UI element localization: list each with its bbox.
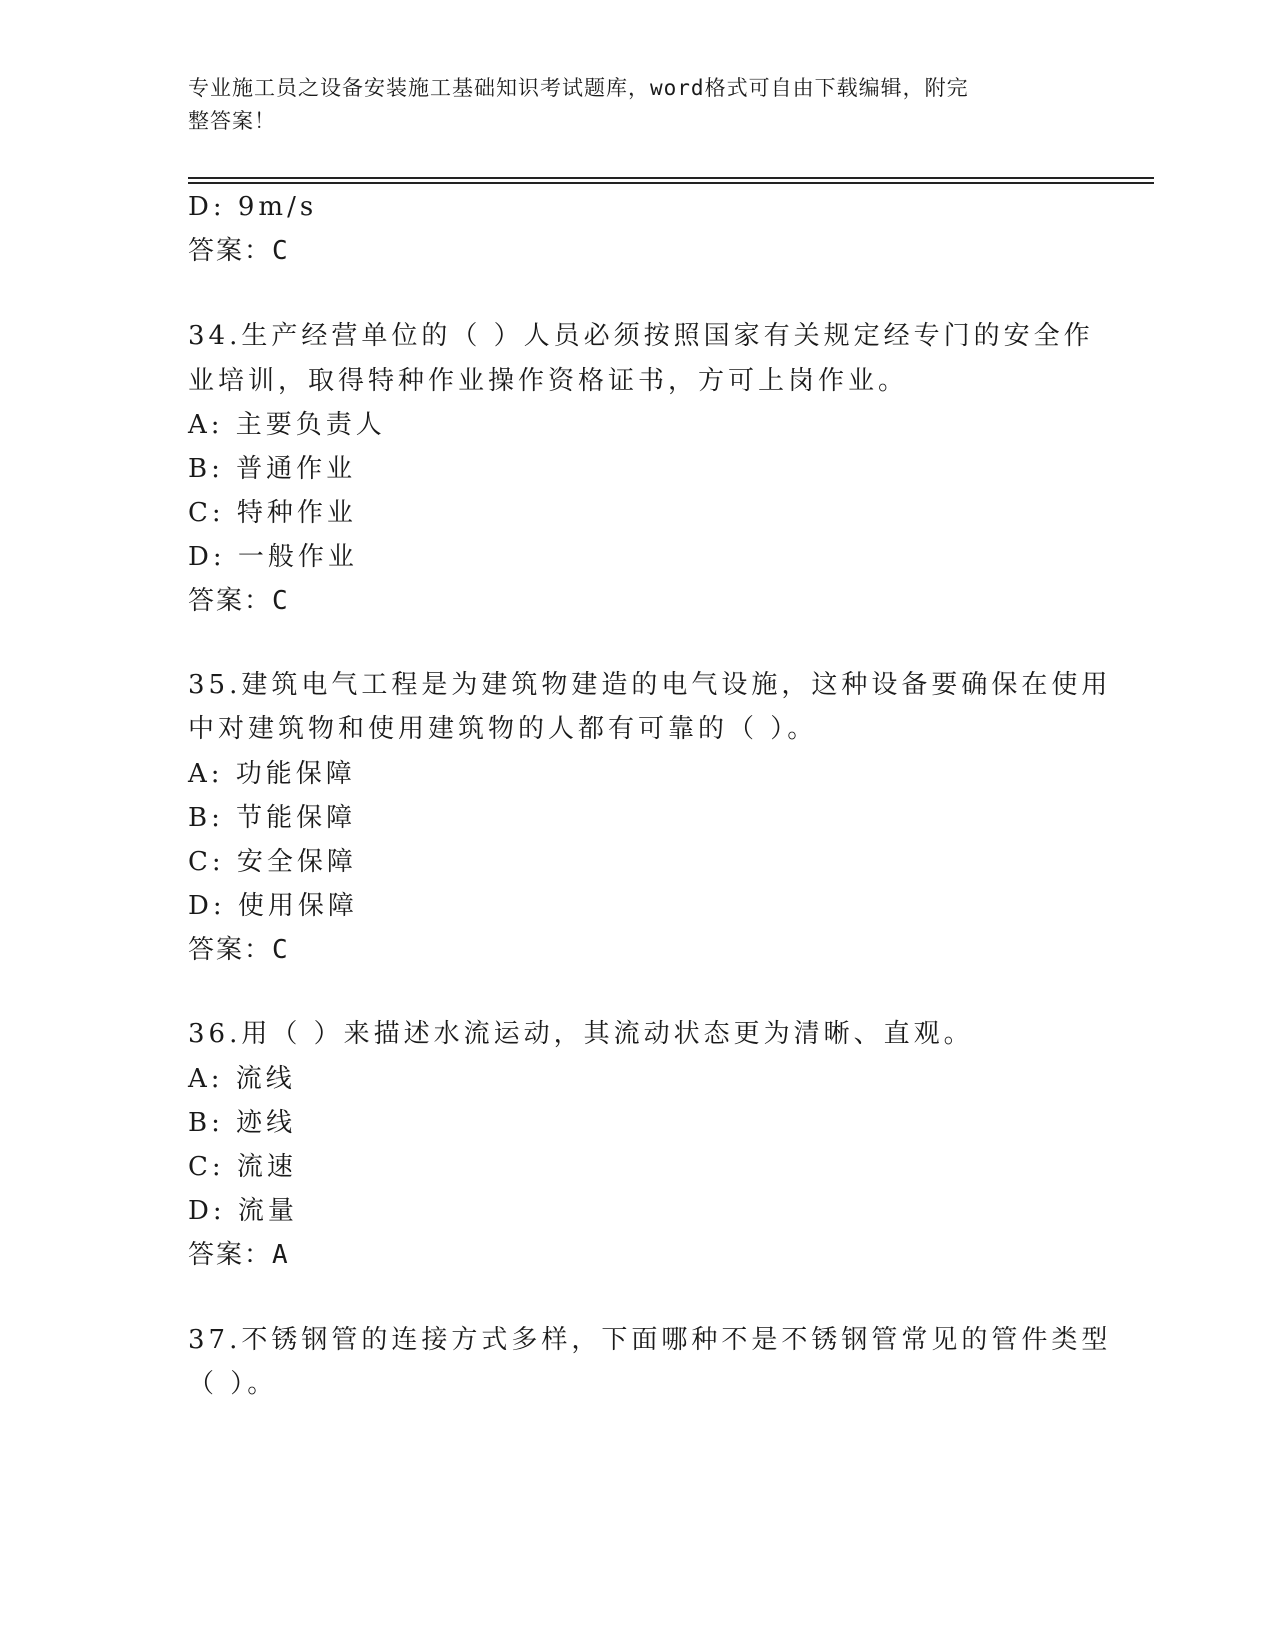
answer-value: A bbox=[272, 1240, 290, 1270]
q34-option-b: B: 普通作业 bbox=[188, 454, 357, 484]
answer-value: C bbox=[272, 586, 290, 616]
answer-label: 答案： bbox=[188, 1240, 273, 1270]
q37-stem-line-1: 37.不锈钢管的连接方式多样，下面哪种不是不锈钢管常见的管件类型 bbox=[188, 1325, 1112, 1355]
q35-option-b: B: 节能保障 bbox=[188, 803, 357, 833]
header-line-2: 整答案！ bbox=[188, 109, 276, 133]
q34-option-d: D: 一般作业 bbox=[188, 542, 358, 572]
q34-option-c: C: 特种作业 bbox=[188, 498, 357, 528]
q34-answer bbox=[188, 584, 290, 618]
q37-stem-line-2: （ ）。 bbox=[188, 1369, 278, 1399]
answer-value: C bbox=[272, 935, 290, 965]
q35-stem-line-2: 中对建筑物和使用建筑物的人都有可靠的（ ）。 bbox=[188, 714, 818, 744]
document-header bbox=[188, 72, 1068, 138]
answer-label: 答案： bbox=[188, 935, 273, 965]
q34-stem-line-2: 业培训，取得特种作业操作资格证书，方可上岗作业。 bbox=[188, 366, 909, 396]
header-line-1: 专业施工员之设备安装施工基础知识考试题库，word格式可自由下载编辑，附完 bbox=[188, 76, 969, 100]
q34-option-a: A: 主要负责人 bbox=[188, 410, 386, 440]
q35-answer bbox=[188, 933, 290, 967]
q33-option-d: D: 9m/s bbox=[188, 192, 318, 222]
q36-stem-line-1: 36.用（ ）来描述水流运动，其流动状态更为清晰、直观。 bbox=[188, 1019, 974, 1049]
q36-option-b: B: 迹线 bbox=[188, 1108, 297, 1138]
q36-option-d: D: 流量 bbox=[188, 1196, 298, 1226]
header-divider-bottom bbox=[188, 182, 1154, 184]
answer-label: 答案： bbox=[188, 236, 273, 266]
answer-label: 答案： bbox=[188, 586, 273, 616]
q35-option-d: D: 使用保障 bbox=[188, 891, 358, 921]
q35-option-c: C: 安全保障 bbox=[188, 847, 357, 877]
q36-answer bbox=[188, 1238, 290, 1272]
q33-answer bbox=[188, 234, 290, 268]
q36-option-a: A: 流线 bbox=[188, 1064, 296, 1094]
q35-stem-line-1: 35.建筑电气工程是为建筑物建造的电气设施，这种设备要确保在使用 bbox=[188, 670, 1112, 700]
answer-value: C bbox=[272, 236, 290, 266]
q34-stem-line-1: 34.生产经营单位的（ ）人员必须按照国家有关规定经专门的安全作 bbox=[188, 321, 1094, 351]
q35-option-a: A: 功能保障 bbox=[188, 759, 356, 789]
q36-option-c: C: 流速 bbox=[188, 1152, 297, 1182]
header-divider-top bbox=[188, 177, 1154, 179]
